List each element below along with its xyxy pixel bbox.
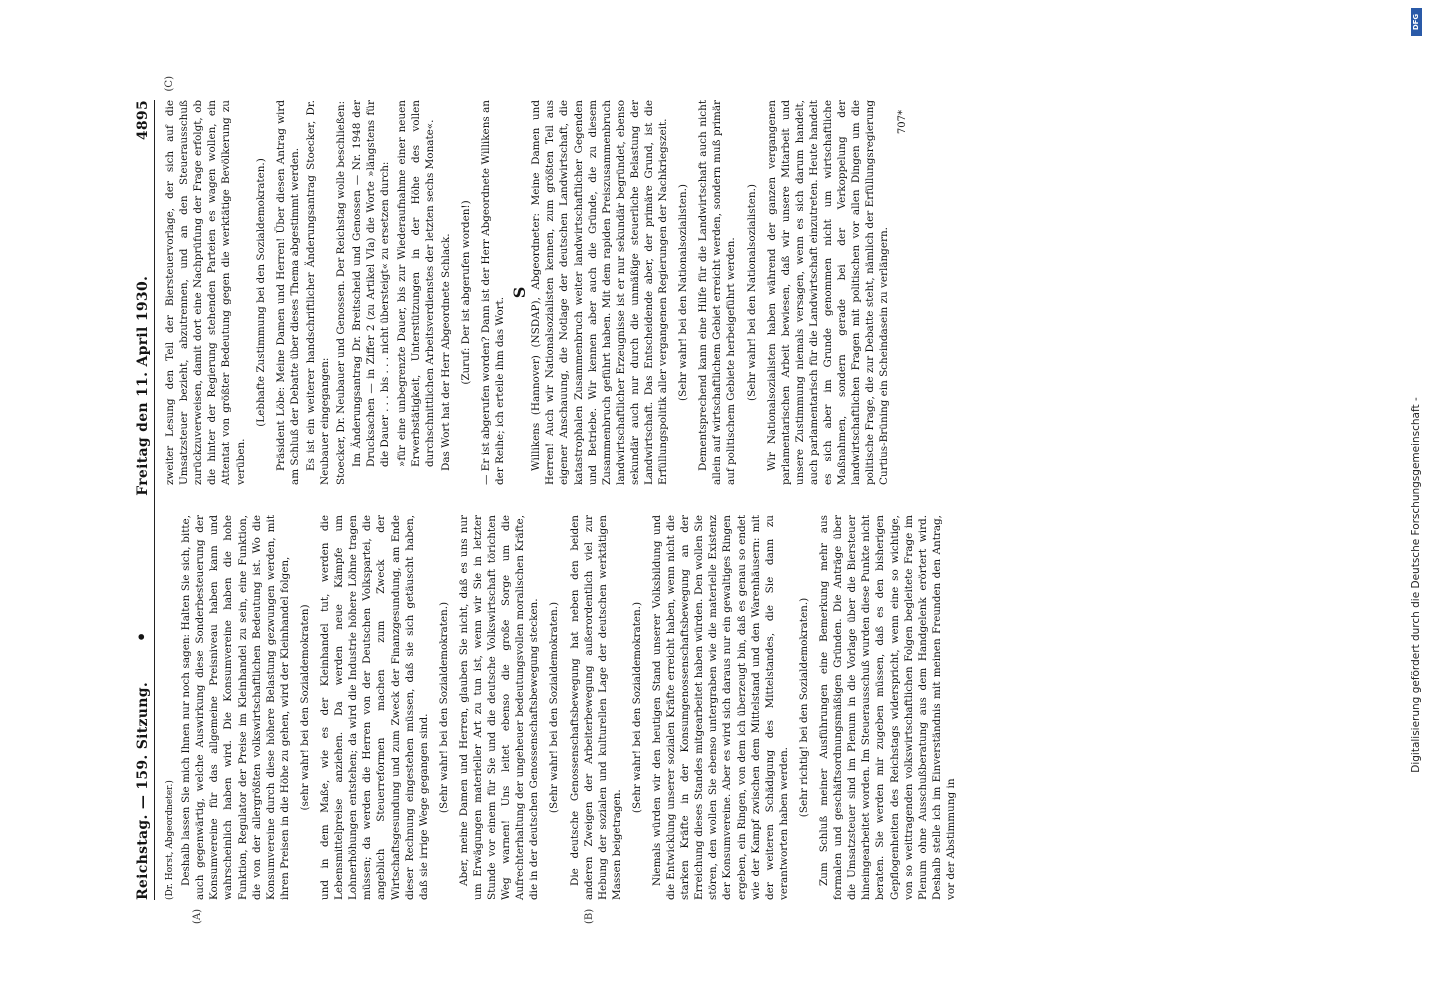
text-columns — [163, 76, 960, 924]
left-column — [163, 515, 960, 924]
interjection: (Sehr wahr! bei den Nationalsozialisten.) — [677, 184, 690, 401]
paragraph: Niemals würden wir den heutigen Stand unserer Volksbildung und die Entwicklung unserer sozialen Kräfte erreicht haben, wenn nicht die starken Kräfte in der Konsumgenossenschaftsbewegung an der Erreichung dieses Standes mitgearbeitet haben würden. Den wollen Sie stören, den wollen Sie ebenso untergraben wie die materielle Existenz der Konsumvereine. Aber es wird sich daraus nur ein gewaltiges Ringen ergeben, ein Ringen, von dem ich überzeugt bin, daß es genau so endet wie der Kampf zwischen dem Mittelstand und den Warenhäusern: mit der weiteren Schädigung des Mittelstandes, die Sie dann zu verantworten haben werden. — [651, 515, 790, 900]
paragraph: Willikens (Hannover) (NSDAP), Abgeordneter: Meine Damen und Herren! Auch wir Nationalsozialisten kennen, zum größten Teil aus eigener Anschauung, die Notlage der deutschen Landwirtschaft, die katastrophalen Zusammenbruch weiter landwirtschaftlicher Gegenden und Betriebe. Wir kennen aber auch die Gründe, die zu diesem Zusammenbruch geführt haben. Mit dem rapiden Preiszusammenbruch landwirtschaftlicher Erzeugnisse ist er nur sekundär begründet, ebenso sekundär auch nur durch die unmäßige steuerliche Belastung der Landwirtschaft. Das Entscheidende aber, der primäre Grund, ist die Erfüllungspolitik aller vergangenen Regierungen der Nachkriegszeit. — [530, 100, 670, 485]
signature-mark: 707* — [896, 110, 908, 135]
paragraph: Dementsprechend kann eine Hilfe für die Landwirtschaft auch nicht allein auf wirtschaftlichem Gebiet erreicht werden, sondern muß primär auf politischem Gebiete herbeigeführt werden. — [697, 100, 738, 485]
interjection: (Lebhafte Zustimmung bei den Sozialdemokraten.) — [254, 158, 267, 427]
paragraph: Die deutsche Genossenschaftsbewegung hat neben den beiden anderen Zweigen der Arbeiterbewegung außerordentlich viel zur Hebung der sozialen und kulturellen Lage der deutschen werktätigen Massen beigetragen. — [568, 515, 623, 900]
rotated-document-page — [127, 70, 1427, 930]
paragraph: zweiter Lesung den Teil der Biersteuervorlage, der sich auf die Umsatzsteuer bezieht, abzutrennen, und an den Steuerausschuß zurückzuverweisen, damit dort eine Nachprüfung der Frage erfolgt, ob die hinter der Regierung stehenden Parteien es wagen wollen, ein Attentat von größter Bedeutung gegen die werktätige Bevölkerung zu verüben. — [164, 100, 247, 485]
header-dot: • — [132, 631, 151, 642]
paragraph: Präsident Löbe: Meine Damen und Herren! Über diesen Antrag wird am Schluß der Debatte über dieses Thema abgestimmt werden. — [274, 100, 301, 485]
dfg-logo: DFG — [1411, 8, 1422, 36]
right-column — [163, 76, 960, 485]
paragraph: und in dem Maße, wie es der Kleinhandel tut, werden die Lebensmittelpreise anziehen. Da werden neue Kämpfe um Lohnerhöhungen entstehen; da wird die Industrie höhere Löhne tragen müssen; da werden die Herren von der Deutschen Volkspartei, die angeblich Steuerreformen machen zum Zweck der Wirtschaftsgesundung und zum Zweck der Finanzgesundung, am Ende dieser Rechnung eingestehen müssen, daß sie sich getäuscht haben, daß sie irrige Wege gegangen sind. — [319, 515, 430, 900]
paragraph: — Er ist abgerufen worden? Dann ist der Herr Abgeordnete Willikens an der Reihe; ich erteile ihm das Wort. — [479, 100, 507, 485]
quoted-motion: »für eine unbegrenzte Dauer, bis zur Wiederaufnahme einer neuen Erwerbstätigkeit, Unterstützungen in der Höhe des vollen durchschnittlichen Arbeitsverdienstes der letzten sechs Monate«. — [395, 100, 436, 467]
interjection: (Sehr wahr! bei den Sozialdemokraten.) — [437, 601, 450, 814]
paragraph: Wir Nationalsozialisten haben während der ganzen vergangenen parlamentarischen Arbeit bewiesen, daß wir unsere Mitarbeit und unsere Zustimmung niemals versagen, wenn es sich darum handelt, auch parlamentarisch für die Landwirtschaft einzutreten. Heute handelt es sich aber im Grunde genommen nicht um wirtschaftliche Maßnahmen, sondern gerade bei der Verkoppelung der landwirtschaftlichen Fragen mit politischen vor allen Dingen um die politische Frage, die zur Debatte steht, nämlich der Erfüllungsregierung Curtius-Brüning ein Scheindasein zu verlängern. — [765, 100, 891, 485]
quoted-motion: Im Änderungsantrag Dr. Breitscheid und Genossen — Nr. 1948 der Drucksachen — in Ziffer 2 (zu Artikel VIa) die Worte »längstens für die Dauer . . . bis . . . nicht übersteigt« zu ersetzen durch: — [351, 100, 392, 467]
interjection: (sehr wahr! bei den Sozialdemokraten) — [298, 604, 311, 811]
paragraph: Deshalb lassen Sie mich Ihnen nur noch sagen: Halten Sie sich, bitte, auch gegenwärtig, welche Auswirkung diese Sonderbesteuerung der Konsumvereine für das allgemeine Preisniveau haben kann und wahrscheinlich haben wird. Die Konsumvereine haben die hohe Funktion, Regulator der Preise im Kleinhandel zu sein, eine Funktion, die von der allergrößten volkswirtschaftlichen Bedeutung ist. Wo die Konsumvereine durch diese höhere Belastung gezwungen werden, mit ihren Preisen in die Höhe zu gehen, wird der Kleinhandel folgen, — [180, 515, 291, 900]
page-number: 4895 — [135, 100, 151, 141]
interjection: (Sehr wahr! bei den Nationalsozialisten.) — [745, 184, 758, 401]
margin-mark-a: (A) — [192, 908, 204, 924]
interjection: (Sehr wahr! bei den Sozialdemokraten.) — [630, 601, 643, 814]
interjection: (Sehr wahr! bei den Sozialdemokraten.) — [548, 601, 561, 814]
margin-mark-c: (C) — [164, 76, 176, 92]
paragraph: Stoecker, Dr. Neubauer und Genossen. Der Reichstag wolle beschließen: — [335, 100, 348, 485]
paragraph: Aber, meine Damen und Herren, glauben Sie nicht, daß es uns nur um Erwägungen materieller Art zu tun ist, wenn wir Sie in letzter Stunde vor einem für Sie und die deutsche Volkswirtschaft törichten Weg warnen! Uns leitet ebenso die große Sorge um die Aufrechterhaltung der ungeheuer bedeutungsvollen moralischen Kräfte, die in der deutschen Genossenschaftsbewegung stecken. — [457, 515, 541, 900]
interjection: (Sehr richtig! bei den Sozialdemokraten.) — [797, 597, 810, 818]
header-left: Reichstag. — 159. Sitzung. — [135, 681, 151, 900]
margin-mark-b: (B) — [584, 908, 596, 924]
interjection: (Zuruf: Der ist abgerufen worden!) — [459, 200, 472, 385]
page-header — [132, 100, 155, 900]
header-date: Freitag den 11. April 1930. — [135, 275, 151, 496]
paragraph: Das Wort hat der Herr Abgeordnete Schlack. — [439, 233, 452, 471]
funding-note: Digitalisierung gefördert durch die Deutsche Forschungsgemeinschaft - — [1410, 397, 1422, 773]
initial-mark: S — [510, 286, 530, 299]
paragraph: Es ist ein weiterer handschriftlicher Änderungsantrag Stoecker, Dr. Neubauer eingegangen: — [304, 100, 332, 485]
paragraph: Zum Schluß meiner Ausführungen eine Bemerkung mehr aus formalen und geschäftsordnungsmäßigen Gründen. Die Anträge über die Umsatzsteuer sind im Plenum in die Vorlage über die Biersteuer hineingearbeitet worden. Im Steuerausschuß wurden diese Punkte nicht beraten. Sie werden mir zugeben müssen, daß es den bisherigen Gepflogenheiten des Reichstags widerspricht, wenn eine so wichtige, von so weittragenden volkswirtschaftlichen Folgen begleitete Frage im Plenum ohne Ausschußberatung aus dem Handgelenk erörtert wird. Deshalb stelle ich im Einverständnis mit meinen Freunden den Antrag, vor der Abstimmung in — [818, 515, 957, 900]
speaker-line: (Dr. Horst, Abgeordneter.) — [165, 780, 176, 900]
